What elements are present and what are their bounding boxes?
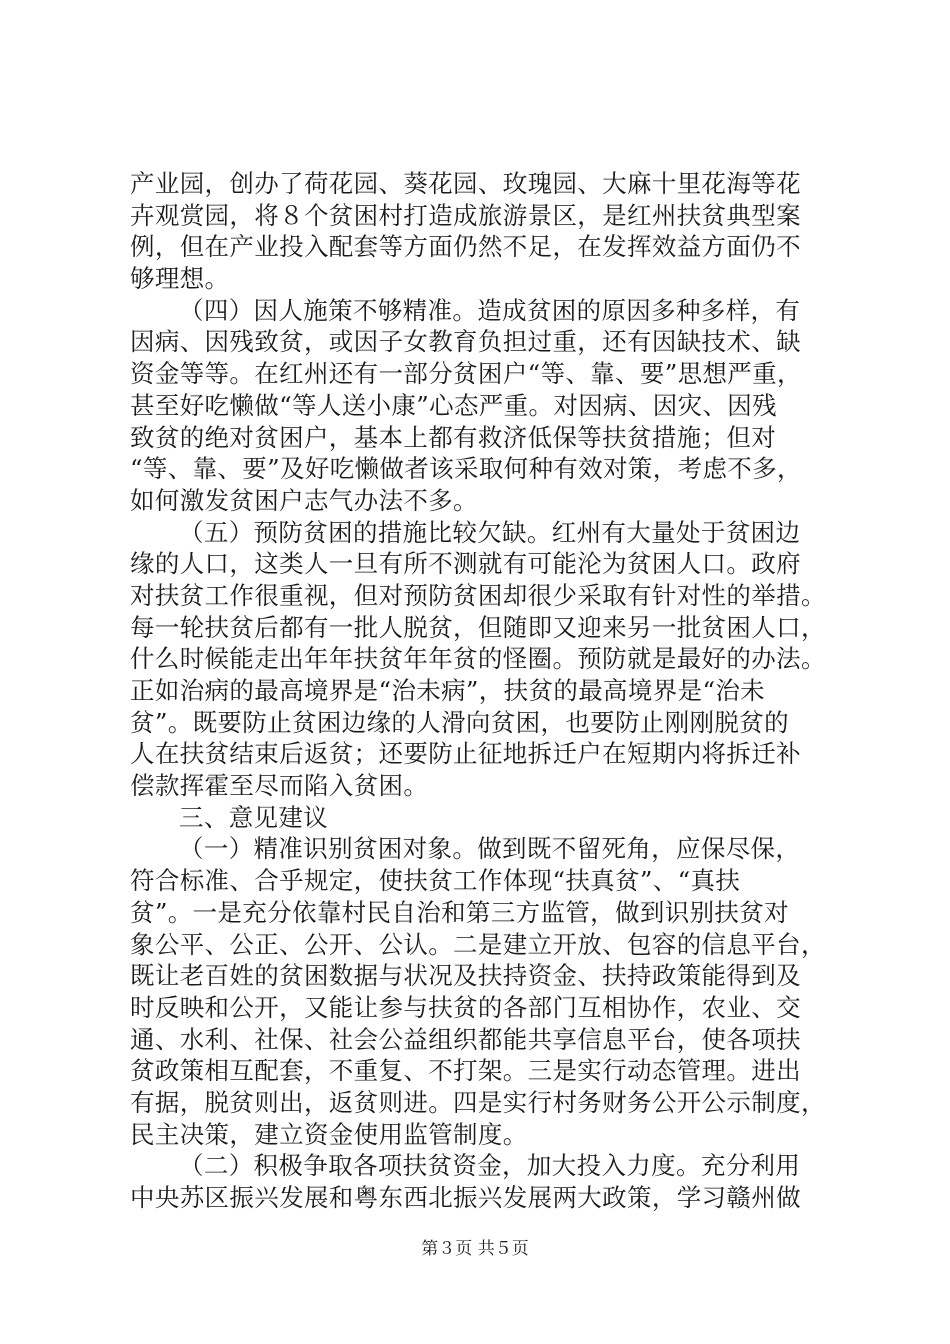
text-line: 既让老百姓的贫困数据与状况及扶持资金、扶持政策能得到及 [130, 961, 801, 991]
page-footer: 第３页 共５页 [421, 1239, 529, 1259]
text-line: 因病、因残致贫，或因子女教育负担过重，还有因缺技术、缺 [130, 327, 801, 357]
text-line: 例，但在产业投入配套等方面仍然不足，在发挥效益方面仍不 [130, 232, 801, 262]
text-line: 贫”。既要防止贫困边缘的人滑向贫困，也要防止刚刚脱贫的 [130, 707, 789, 737]
text-line: 中央苏区振兴发展和粤东西北振兴发展两大政策，学习赣州做 [130, 1183, 801, 1212]
text-line: 正如治病的最高境界是“治未病”，扶贫的最高境界是“治未 [130, 676, 766, 705]
text-line: 产业园，创办了荷花园、葵花园、玫瑰园、大麻十里花海等花 [130, 169, 801, 198]
text-line: 缘的人口，这类人一旦有所不测就有可能沦为贫困人口。政府 [130, 549, 801, 579]
text-line: 每一轮扶贫后都有一批人脱贫，但随即又迎来另一批贫困人口， [130, 612, 826, 642]
text-line: 贫”。一是充分依靠村民自治和第三方监管，做到识别扶贫对 [130, 897, 789, 927]
text-line: （五）预防贫困的措施比较欠缺。红州有大量处于贫困边 [179, 517, 801, 547]
text-line: 三、意见建议 [179, 802, 329, 832]
text-line: 人在扶贫结束后返贫；还要防止征地拆迁户在短期内将拆迁补 [130, 739, 801, 769]
text-line: 卉观赏园，将８个贫困村打造成旅游景区，是红州扶贫典型案 [130, 200, 801, 230]
text-line: 资金等等。在红州还有一部分贫困户“等、靠、要”思想严重， [130, 359, 802, 389]
text-line: 通、水利、社保、社会公益组织都能共享信息平台，使各项扶 [130, 1024, 801, 1054]
body-text [130, 168, 842, 1214]
text-line: 如何激发贫困户志气办法不多。 [130, 485, 478, 515]
text-line: 对扶贫工作很重视，但对预防贫困却很少采取有针对性的举措。 [130, 580, 826, 610]
text-line: （二）积极争取各项扶贫资金，加大投入力度。充分利用 [179, 1151, 801, 1181]
text-line: 象公平、公正、公开、公认。二是建立开放、包容的信息平台， [130, 929, 826, 959]
text-line: 符合标准、合乎规定，使扶贫工作体现“扶真贫”、“真扶 [130, 866, 741, 896]
text-line: 贫政策相互配套，不重复、不打架。三是实行动态管理。进出 [130, 1056, 801, 1086]
text-line: 够理想。 [130, 264, 230, 294]
text-line: 时反映和公开，又能让参与扶贫的各部门互相协作，农业、交 [130, 992, 801, 1022]
text-line: 什么时候能走出年年扶贫年年贫的怪圈。预防就是最好的办法。 [130, 644, 826, 674]
text-line: 民主决策，建立资金使用监管制度。 [130, 1119, 528, 1149]
text-line: （一）精准识别贫困对象。做到既不留死角，应保尽保， [179, 834, 801, 864]
text-line: 致贫的绝对贫困户，基本上都有救济低保等扶贫措施；但对 [130, 422, 777, 452]
text-line: 甚至好吃懒做“等人送小康”心态严重。对因病、因灾、因残 [130, 390, 777, 420]
text-line: （四）因人施策不够精准。造成贫困的原因多种多样，有 [179, 295, 801, 325]
text-line: 偿款挥霍至尽而陷入贫困。 [130, 771, 429, 801]
text-line: 有据，脱贫则出，返贫则进。四是实行村务财务公开公示制度， [130, 1087, 826, 1117]
text-line: “等、靠、要”及好吃懒做者该采取何种有效对策，考虑不多， [130, 454, 802, 484]
